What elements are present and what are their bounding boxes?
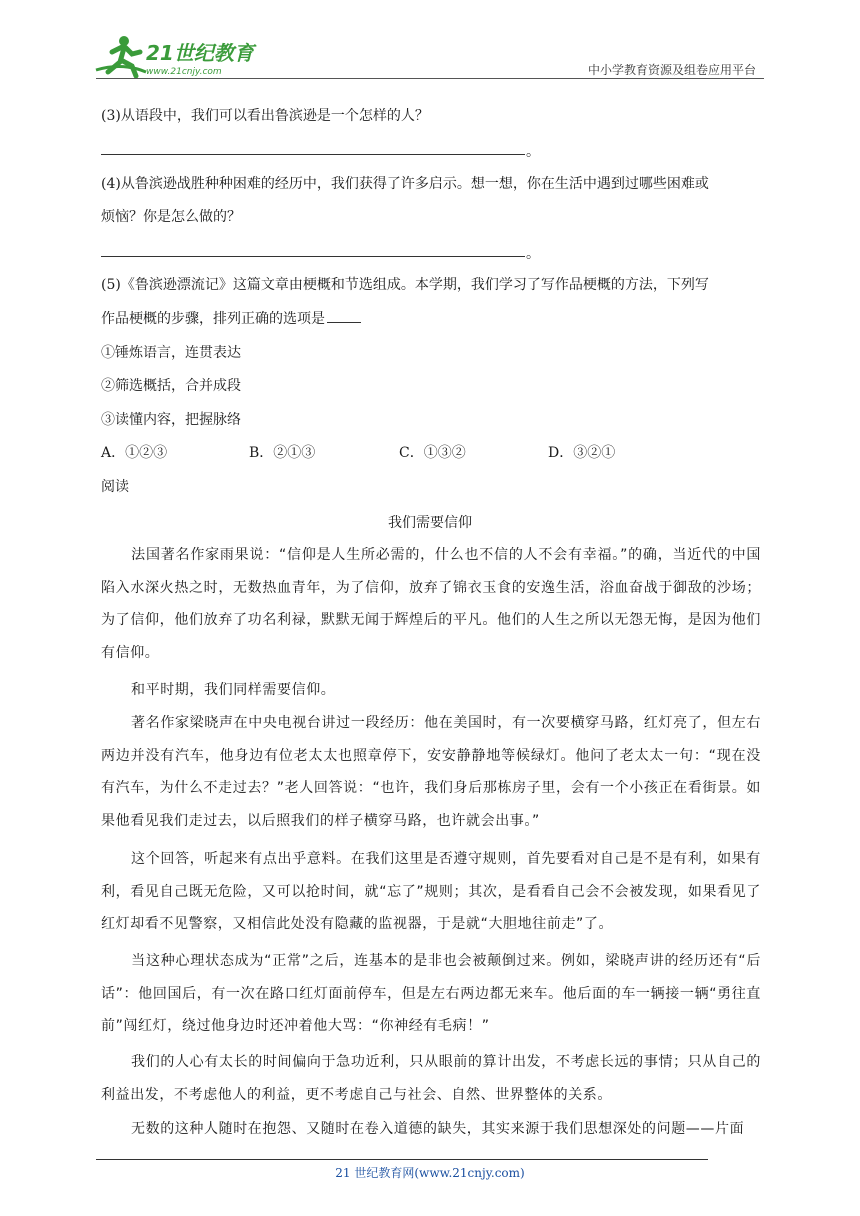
option-d: D．③②① <box>548 445 616 461</box>
question-4-line-1: (4)从鲁滨逊战胜种种困难的经历中，我们获得了许多启示。想一想，你在生活中遇到过哪些困难或 <box>101 176 709 192</box>
question-3: (3)从语段中，我们可以看出鲁滨逊是一个怎样的人？ <box>101 108 429 124</box>
header-platform-text: 中小学教育资源及组卷应用平台 <box>587 63 756 77</box>
question-5-line-1: (5)《鲁滨逊漂流记》这篇文章由梗概和节选组成。本学期，我们学习了写作品梗概的方法，下列写 <box>101 277 709 293</box>
site-logo <box>94 32 264 80</box>
option-b: B．②①③ <box>249 445 316 461</box>
answer-line-4 <box>101 256 525 257</box>
passage-paragraph-2: 和平时期，我们同样需要信仰。 <box>131 682 336 698</box>
option-c: C．①③② <box>399 445 466 461</box>
question-5-text: 作品梗概的步骤，排列正确的选项是 <box>101 311 325 327</box>
logo-url: www.21cnjy.com <box>146 67 222 77</box>
passage-paragraph-1: 法国著名作家雨果说：“信仰是人生所必需的，什么也不信的人不会有幸福。”的确，当近代的中国陷入水深火热之时，无数热血青年，为了信仰，放弃了锦衣玉食的安逸生活，浴血奋战于御敌的沙场；为了信仰，他们放弃了功名利禄，默默无闻于辉煌后的平凡。他们的人生之所以无怨无悔，是因为他们有信仰。 <box>101 547 761 661</box>
footer-text: 21 世纪教育网(www.21cnjy.com) <box>335 1166 525 1180</box>
answer-line-3 <box>101 154 525 155</box>
passage-paragraph-6: 我们的人心有太长的时间偏向于急功近利，只从眼前的算计出发，不考虑长远的事情；只从自己的利益出发，不考虑他人的利益，更不考虑自己与社会、自然、世界整体的关系。 <box>101 1054 761 1103</box>
reading-label: 阅读 <box>101 479 129 495</box>
option-a: A．①②③ <box>101 445 168 461</box>
step-2: ②筛选概括，合并成段 <box>101 378 241 394</box>
step-1: ①锤炼语言，连贯表达 <box>101 345 241 361</box>
answer-period-3: 。 <box>526 144 540 160</box>
answer-blank-5 <box>327 310 361 323</box>
footer-divider <box>96 1159 708 1160</box>
question-4-line-2: 烦恼？你是怎么做的？ <box>101 209 241 225</box>
question-5-line-2 <box>101 309 361 329</box>
passage-paragraph-3: 著名作家梁晓声在中央电视台讲过一段经历：他在美国时，有一次要横穿马路，红灯亮了，但左右两边并没有汽车，他身边有位老太太也照章停下，安安静静地等候绿灯。他问了老太太一句：“现在没有汽车，为什么不走过去？”老人回答说：“也许，我们身后那栋房子里，会有一个小孩正在看街景。如果他看见我们走过去，以后照我们的样子横穿马路，也许就会出事。” <box>101 715 761 829</box>
runner-icon <box>96 36 146 76</box>
logo-text: 21世纪教育 <box>146 41 254 65</box>
passage-paragraph-5: 当这种心理状态成为“正常”之后，连基本的是非也会被颠倒过来。例如，梁晓声讲的经历还有“后话”：他回国后，有一次在路口红灯面前停车，但是左右两边都无来车。他后面的车一辆接一辆“勇往直前”闯红灯，绕过他身边时还冲着他大骂：“你神经有毛病！” <box>101 953 761 1034</box>
passage-paragraph-4: 这个回答，听起来有点出乎意料。在我们这里是否遵守规则，首先要看对自己是不是有利，如果有利，看见自己既无危险，又可以抢时间，就“忘了”规则；其次，是看看自己会不会被发现，如果看见了红灯却看不见警察，又相信此处没有隐藏的监视器，于是就“大胆地往前走”了。 <box>101 851 761 932</box>
passage-title: 我们需要信仰 <box>388 515 472 531</box>
step-3: ③读懂内容，把握脉络 <box>101 412 241 428</box>
passage-paragraph-7: 无数的这种人随时在抱怨、又随时在卷入道德的缺失，其实来源于我们思想深处的问题——片面 <box>131 1121 745 1137</box>
answer-period-4: 。 <box>526 246 540 262</box>
header-divider <box>96 78 764 79</box>
